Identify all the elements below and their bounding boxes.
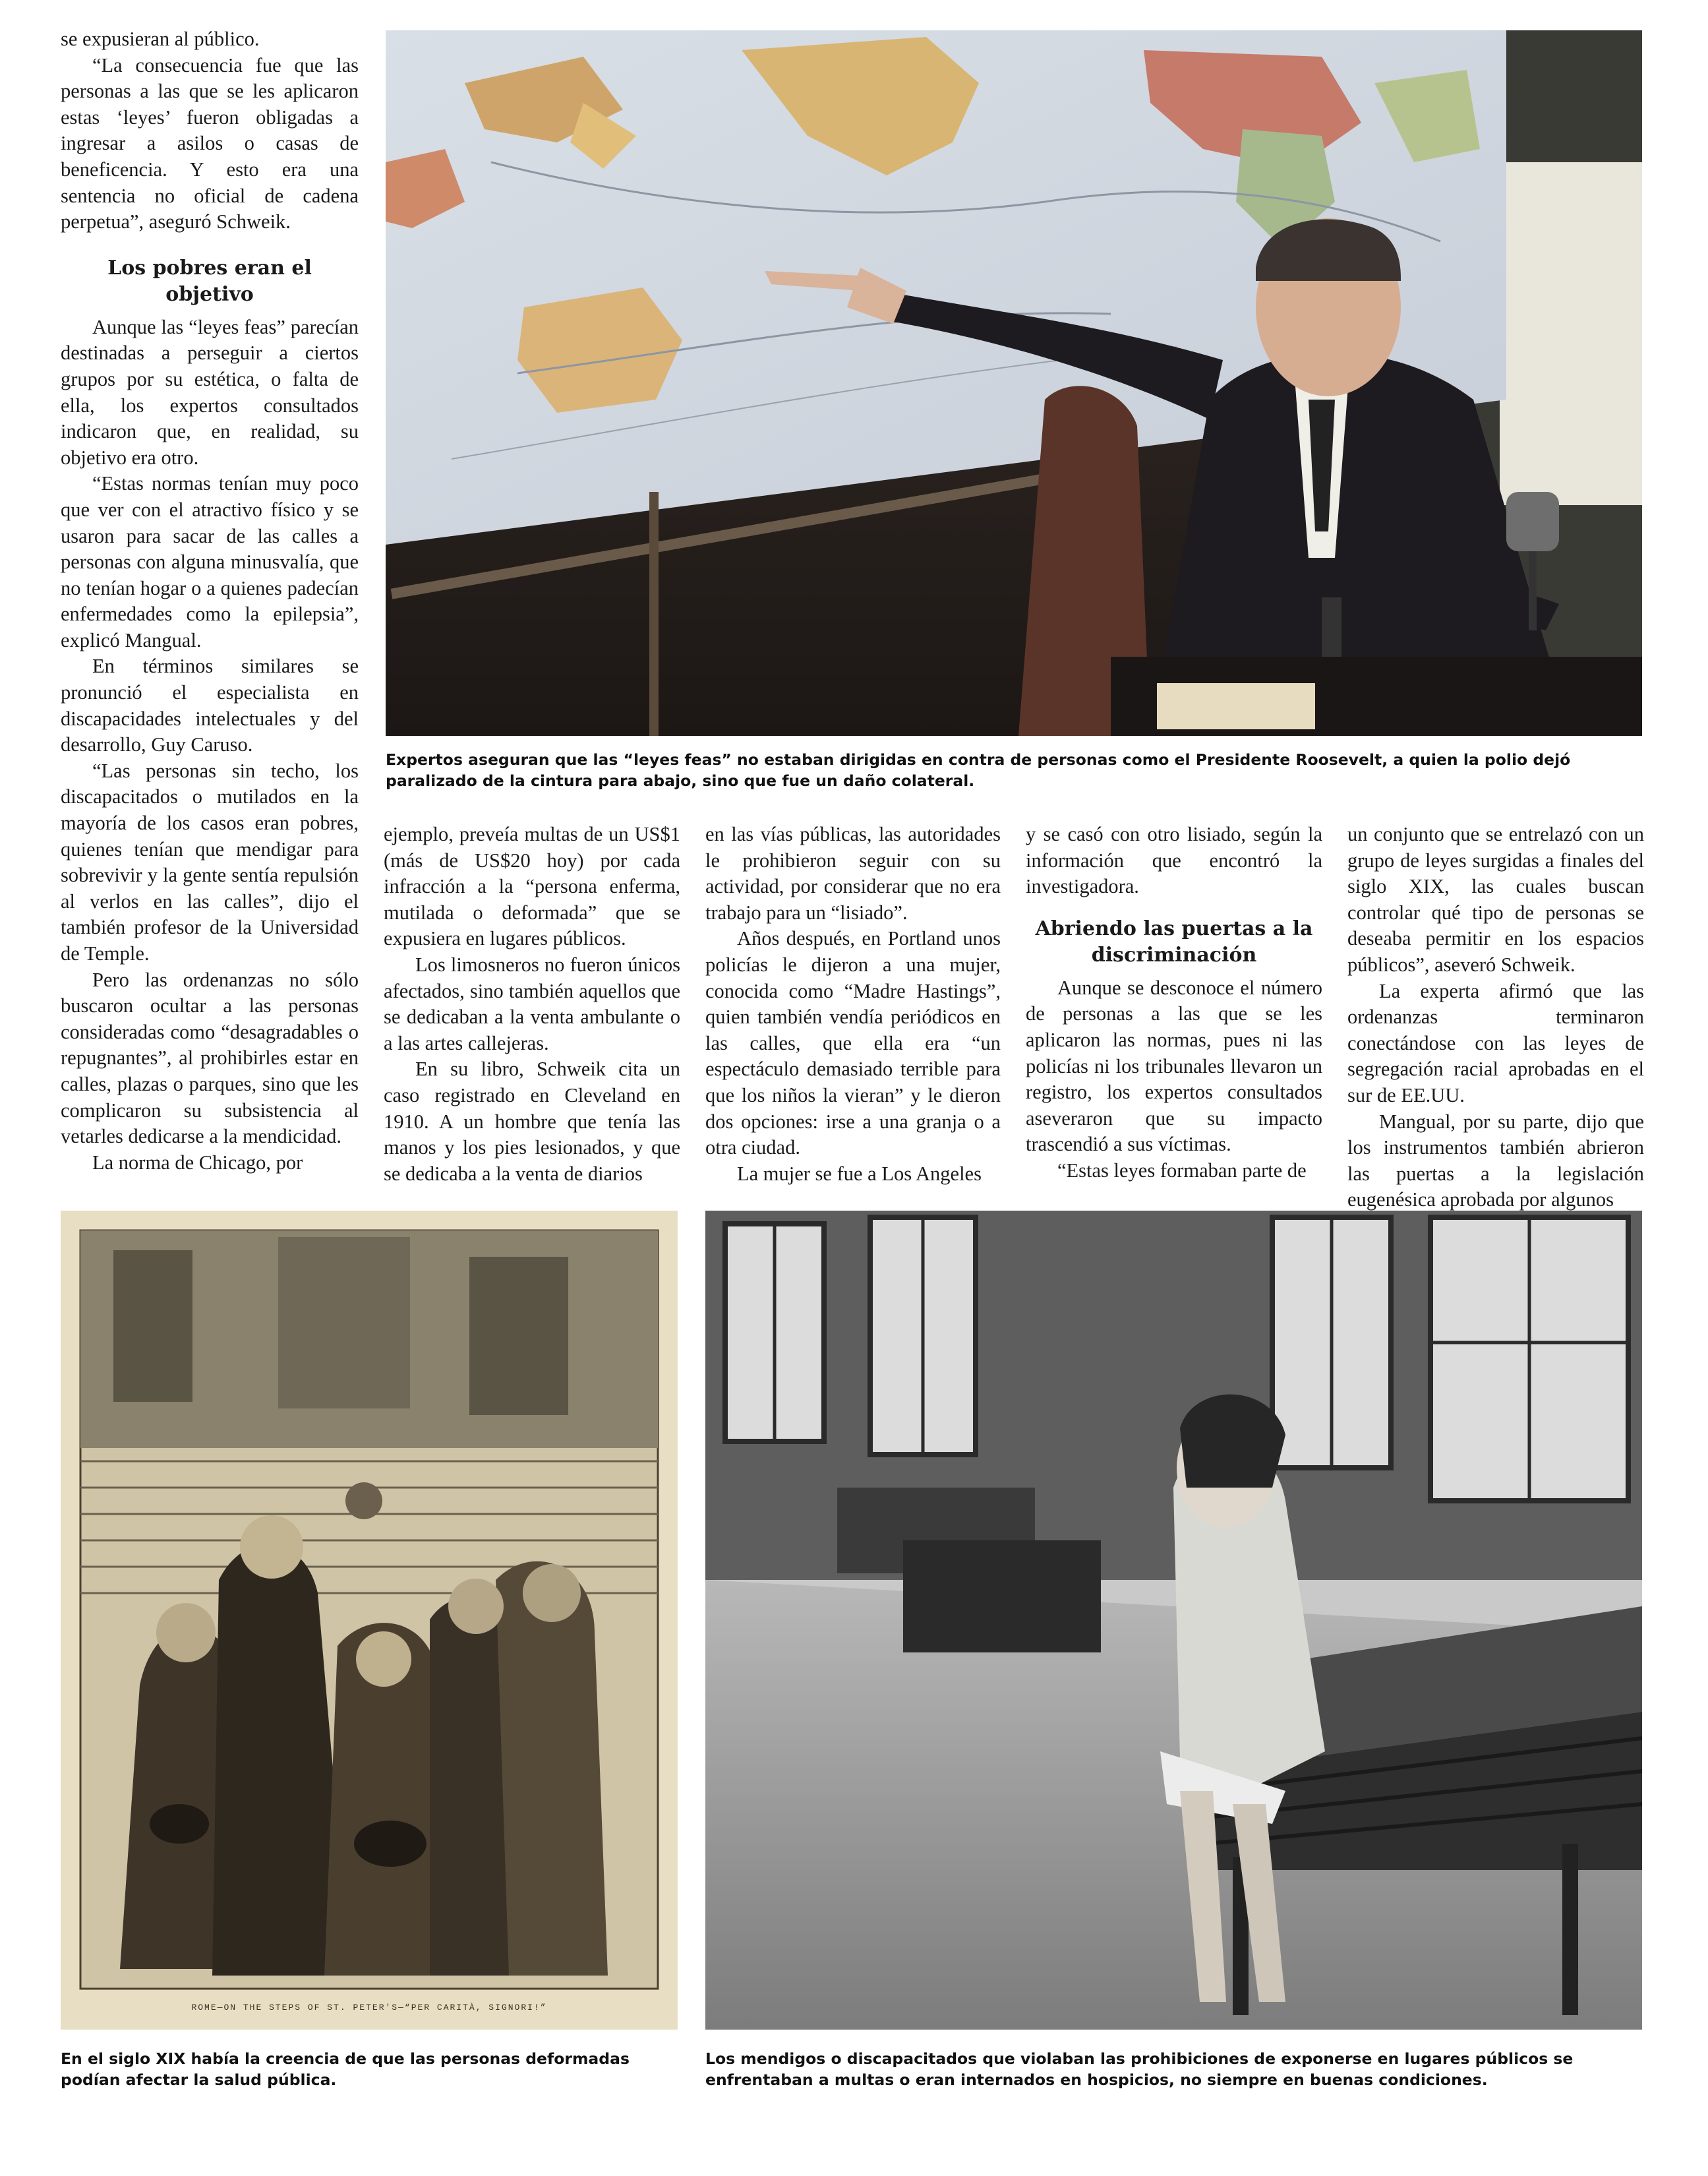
paragraph: Mangual, por su parte, dijo que los instrumentos también abrieron las puertas a la legislación eugenésica aprobada por algunos	[1347, 1110, 1644, 1211]
paragraph: un conjunto que se entrelazó con un grupo de leyes surgidas a finales del siglo XIX, las cuales buscan controlar qué tipo de personas se deseaba permitir en los espacios públicos”, aseveró Schweik.	[1347, 823, 1644, 976]
paragraph: Aunque las “leyes feas” parecían destinadas a perseguir a ciertos grupos por su estética, o falta de ella, los expertos consultados indicaron que, en realidad, su objetivo era otro.	[61, 315, 359, 469]
paragraph: “Estas normas tenían muy poco que ver con el atractivo físico y se usaron para sacar de las calles a personas con alguna minusvalía, que no tenían hogar o a quienes padecían enfermedades como la epilepsia”, explicó Mangual.	[61, 472, 359, 651]
bench-photo	[705, 1211, 1642, 2030]
article-column-4	[1026, 822, 1322, 1184]
paragraph: se expusieran al público.	[61, 28, 260, 50]
engraving-image	[61, 1211, 678, 2030]
engraving-plate-caption: ROME—ON THE STEPS OF ST. PETER'S—“PER CARITÀ, SIGNORI!”	[191, 2003, 547, 2012]
paragraph: La mujer se fue a Los Angeles	[737, 1162, 982, 1185]
paragraph: Aunque se desconoce el número de personas a las que se les aplicaron las normas, pues ni las policías ni los tribunales llevaron un registro, los expertos consultados aseveraron que su impacto trascendió a sus víctimas.	[1026, 976, 1322, 1156]
bench-photo-image	[705, 1211, 1642, 2030]
engraving-caption: En el siglo XIX había la creencia de que las personas deformadas podían afectar la salud pública.	[61, 2049, 630, 2089]
engraving-illustration	[61, 1211, 678, 2030]
roosevelt-photo-caption: Expertos aseguran que las “leyes feas” no estaban dirigidas en contra de personas como el Presidente Roosevelt, a quien la polio dejó paralizado de la cintura para abajo, sino que fue un daño colateral.	[386, 750, 1571, 790]
paragraph: y se casó con otro lisiado, según la información que encontró la investigadora.	[1026, 823, 1322, 898]
paragraph: “Las personas sin techo, los discapacitados o mutilados en la mayoría de los casos eran pobres, quienes tenían que mendigar para sobrevivir y la gente sentía repulsión al verlos en las calles”, dijo el también profesor de la Universidad de Temple.	[61, 759, 359, 965]
article-column-5	[1347, 822, 1644, 1213]
paragraph: En términos similares se pronunció el especialista en discapacidades intelectuales y del desarrollo, Guy Caruso.	[61, 655, 359, 756]
paragraph: ejemplo, preveía multas de un US$1 (más de US$20 hoy) por cada infracción a la “persona enferma, mutilada o deformada” que se expusiera en lugares públicos.	[384, 823, 680, 950]
paragraph: Los limosneros no fueron únicos afectados, sino también aquellos que se dedicaban a la venta ambulante o a las artes callejeras.	[384, 953, 680, 1054]
paragraph: “La consecuencia fue que las personas a las que se les aplicaron estas ‘leyes’ fueron obligadas a ingresar a asilos o casas de beneficencia. Y esto era una sentencia no oficial de cadena perpetua”, aseguró Schweik.	[61, 53, 359, 233]
roosevelt-photo-image	[386, 30, 1642, 736]
article-column-2	[384, 822, 680, 1187]
section-heading: Los pobres eran el objetivo	[107, 256, 312, 306]
paragraph: La norma de Chicago, por	[92, 1151, 303, 1174]
article-column-3	[705, 822, 1001, 1187]
paragraph: Años después, en Portland unos policías le dijeron a una mujer, conocida como “Madre Hastings”, quien también vendía periódicos en las calles, que ella era “un espectáculo demasiado terrible para que los niños la vieran” y le dieron dos opciones: irse a una granja o a otra ciudad.	[705, 927, 1001, 1159]
roosevelt-photo	[386, 30, 1642, 736]
bench-photo-caption: Los mendigos o discapacitados que violaban las prohibiciones de exponerse en lugares públicos se enfrentaban a multas o eran internados en hospicios, no siempre en buenas condiciones.	[705, 2049, 1574, 2089]
paragraph: en las vías públicas, las autoridades le prohibieron seguir con su actividad, por considerar que no era trabajo para un “lisiado”.	[705, 823, 1001, 924]
paragraph: La experta afirmó que las ordenanzas terminaron conectándose con las leyes de segregación racial aprobadas en el sur de EE.UU.	[1347, 979, 1644, 1106]
paragraph: “Estas leyes formaban parte de	[1057, 1159, 1307, 1182]
section-heading: Abriendo las puertas a la discriminación	[1035, 917, 1313, 967]
paragraph: Pero las ordenanzas no sólo buscaron ocultar a las personas consideradas como “desagradables o repugnantes”, al prohibirles estar en calles, plazas o parques, sino que les complicaron su subsistencia al vetarles dedicarse a la mendicidad.	[61, 968, 359, 1148]
article-column-1	[61, 26, 359, 1176]
paragraph: En su libro, Schweik cita un caso registrado en Cleveland en 1910. A un hombre que tenía las manos y los pies lesionados, y que se dedicaba a la venta de diarios	[384, 1058, 680, 1185]
